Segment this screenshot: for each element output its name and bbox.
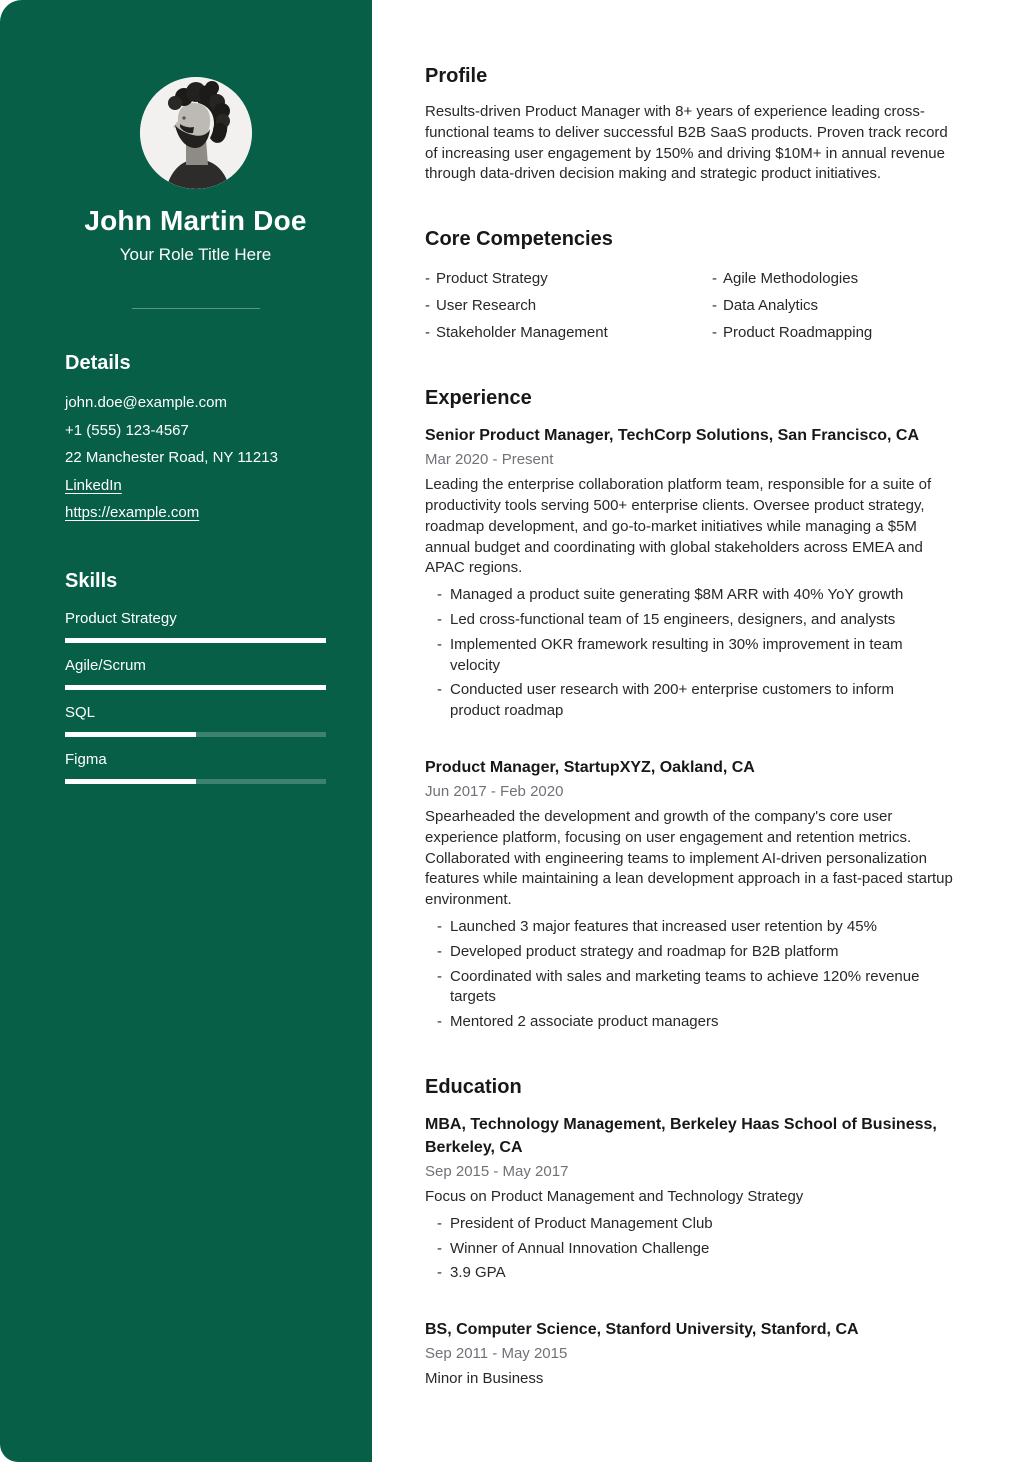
main-content bbox=[372, 0, 1018, 1462]
school-bullet bbox=[437, 1214, 947, 1235]
bullet-dash: - bbox=[425, 324, 430, 342]
skill-bar bbox=[65, 685, 326, 690]
linkedin-link[interactable]: LinkedIn bbox=[65, 476, 122, 494]
school-dates: Sep 2015 - May 2017 bbox=[425, 1162, 569, 1180]
details-heading: Details bbox=[65, 352, 131, 374]
bullet-dash: - bbox=[437, 586, 442, 604]
bullet-dash: - bbox=[712, 270, 717, 288]
profile-photo bbox=[140, 77, 252, 189]
competency-item bbox=[712, 265, 954, 292]
job-bullet bbox=[437, 585, 947, 606]
skills-list bbox=[65, 609, 326, 784]
name-heading: John Martin Doe bbox=[84, 205, 307, 236]
job-bullet bbox=[437, 942, 947, 963]
website-link[interactable]: https://example.com bbox=[65, 504, 200, 521]
role-title: Your Role Title Here bbox=[119, 245, 272, 264]
competencies-column-right bbox=[712, 265, 954, 346]
bullet-dash: - bbox=[425, 270, 430, 288]
school-bullet bbox=[437, 1263, 947, 1284]
competencies-grid bbox=[425, 265, 954, 346]
competency-label: Data Analytics bbox=[723, 297, 819, 315]
competency-label: User Research bbox=[436, 297, 537, 315]
competency-label: Agile Methodologies bbox=[723, 270, 859, 288]
job-bullet bbox=[437, 635, 947, 677]
job-summary: Spearheaded the development and growth of the company's core user experience platform, focusing on user engagement and retention metrics. Collaborated with engineering teams to implement AI-driven personalization features while maintaining a lean development approach in a fast-paced startup environment. bbox=[425, 807, 953, 909]
skill-item bbox=[65, 750, 326, 784]
school-title: BS, Computer Science, Stanford University, Stanford, CA bbox=[425, 1321, 859, 1339]
competencies-column-left bbox=[425, 265, 712, 346]
school-summary: Minor in Business bbox=[425, 1370, 544, 1388]
school-bullet-list bbox=[425, 1214, 947, 1284]
competency-label: Product Roadmapping bbox=[723, 324, 873, 342]
job-title: Senior Product Manager, TechCorp Solutions, San Francisco, CA bbox=[425, 427, 920, 445]
job-bullet bbox=[437, 1012, 947, 1033]
skill-bar bbox=[65, 638, 326, 643]
bullet-text: 3.9 GPA bbox=[450, 1264, 506, 1282]
bullet-text: Coordinated with sales and marketing teams to achieve 120% revenue targets bbox=[450, 967, 920, 1006]
contact-list bbox=[65, 389, 326, 527]
job-summary: Leading the enterprise collaboration platform team, responsible for a suite of productivity tools serving 500+ enterprise clients. Oversee product strategy, roadmap development, and go-to-market initiatives while managing a $5M annual budget and coordinating with global stakeholders across EMEA and APAC regions. bbox=[425, 476, 932, 577]
experience-section bbox=[425, 384, 954, 1033]
skill-item bbox=[65, 609, 326, 643]
profile-section bbox=[425, 62, 954, 185]
skill-item bbox=[65, 703, 326, 737]
job-item bbox=[425, 756, 954, 1033]
skill-item bbox=[65, 656, 326, 690]
details-section bbox=[65, 349, 326, 527]
bullet-text: Winner of Annual Innovation Challenge bbox=[450, 1239, 710, 1257]
competency-item bbox=[712, 292, 954, 319]
bullet-text: Conducted user research with 200+ enterprise customers to inform product roadmap bbox=[450, 681, 894, 720]
skills-section bbox=[65, 567, 326, 784]
skill-label: Product Strategy bbox=[65, 609, 177, 627]
email-text: john.doe@example.com bbox=[65, 394, 227, 411]
job-bullet bbox=[437, 917, 947, 938]
competencies-section bbox=[425, 225, 954, 346]
school-item bbox=[425, 1318, 954, 1390]
skills-heading: Skills bbox=[65, 569, 118, 592]
skill-bar bbox=[65, 779, 326, 784]
sidebar bbox=[0, 0, 372, 1462]
bullet-dash: - bbox=[437, 1214, 442, 1232]
bullet-dash: - bbox=[437, 1239, 442, 1257]
bullet-dash: - bbox=[437, 1013, 442, 1031]
job-item bbox=[425, 424, 954, 722]
sidebar-divider bbox=[132, 308, 260, 309]
school-summary: Focus on Product Management and Technology Strategy bbox=[425, 1187, 804, 1205]
job-dates: Mar 2020 - Present bbox=[425, 451, 554, 469]
skill-label: Agile/Scrum bbox=[65, 656, 146, 674]
bullet-dash: - bbox=[437, 967, 442, 985]
competency-label: Stakeholder Management bbox=[436, 324, 608, 342]
job-bullet bbox=[437, 680, 947, 722]
skill-bar-fill bbox=[65, 638, 326, 643]
profile-text: Results-driven Product Manager with 8+ years of experience leading cross-functional teams to deliver successful B2B SaaS products. Proven track record of increasing user engagement by 150% and driving $10M+ in annual revenue through data-driven decision making and strategic product initiatives. bbox=[425, 103, 948, 183]
job-bullet-list bbox=[425, 585, 947, 722]
skill-bar bbox=[65, 732, 326, 737]
phone-text: +1 (555) 123-4567 bbox=[65, 421, 189, 439]
bullet-text: Mentored 2 associate product managers bbox=[450, 1013, 719, 1031]
job-bullet-list bbox=[425, 917, 947, 1033]
competency-item bbox=[425, 292, 712, 319]
portrait-image bbox=[140, 77, 252, 189]
competency-item bbox=[425, 319, 712, 346]
education-heading: Education bbox=[425, 1075, 522, 1098]
school-dates: Sep 2011 - May 2015 bbox=[425, 1345, 568, 1363]
job-bullet bbox=[437, 967, 947, 1009]
school-item bbox=[425, 1113, 954, 1284]
bullet-dash: - bbox=[712, 324, 717, 342]
school-title: MBA, Technology Management, Berkeley Haas School of Business, Berkeley, CA bbox=[425, 1115, 937, 1156]
bullet-text: Led cross-functional team of 15 engineers, designers, and analysts bbox=[450, 610, 896, 628]
competency-label: Product Strategy bbox=[436, 270, 548, 288]
bullet-dash: - bbox=[437, 610, 442, 628]
bullet-text: Developed product strategy and roadmap for B2B platform bbox=[450, 942, 839, 960]
bullet-text: President of Product Management Club bbox=[450, 1214, 713, 1232]
bullet-dash: - bbox=[437, 917, 442, 935]
competency-item bbox=[712, 319, 954, 346]
school-bullet bbox=[437, 1239, 947, 1260]
skill-bar-fill bbox=[65, 779, 196, 784]
bullet-dash: - bbox=[425, 297, 430, 315]
bullet-text: Implemented OKR framework resulting in 30% improvement in team velocity bbox=[450, 635, 903, 674]
skill-label: Figma bbox=[65, 750, 107, 768]
profile-heading: Profile bbox=[425, 65, 488, 87]
bullet-dash: - bbox=[437, 942, 442, 960]
bullet-dash: - bbox=[437, 635, 442, 653]
experience-heading: Experience bbox=[425, 387, 532, 410]
job-title: Product Manager, StartupXYZ, Oakland, CA bbox=[425, 758, 755, 776]
skill-bar-fill bbox=[65, 685, 326, 690]
skill-label: SQL bbox=[65, 703, 96, 721]
skill-bar-fill bbox=[65, 732, 196, 737]
competencies-heading: Core Competencies bbox=[425, 228, 613, 251]
bullet-dash: - bbox=[712, 297, 717, 315]
bullet-dash: - bbox=[437, 1264, 442, 1282]
education-section bbox=[425, 1073, 954, 1390]
address-text: 22 Manchester Road, NY 11213 bbox=[65, 449, 278, 466]
bullet-text: Managed a product suite generating $8M ARR with 40% YoY growth bbox=[450, 586, 904, 604]
job-bullet bbox=[437, 610, 947, 631]
bullet-dash: - bbox=[437, 681, 442, 699]
job-dates: Jun 2017 - Feb 2020 bbox=[425, 782, 564, 800]
bullet-text: Launched 3 major features that increased user retention by 45% bbox=[450, 917, 877, 935]
competency-item bbox=[425, 265, 712, 292]
